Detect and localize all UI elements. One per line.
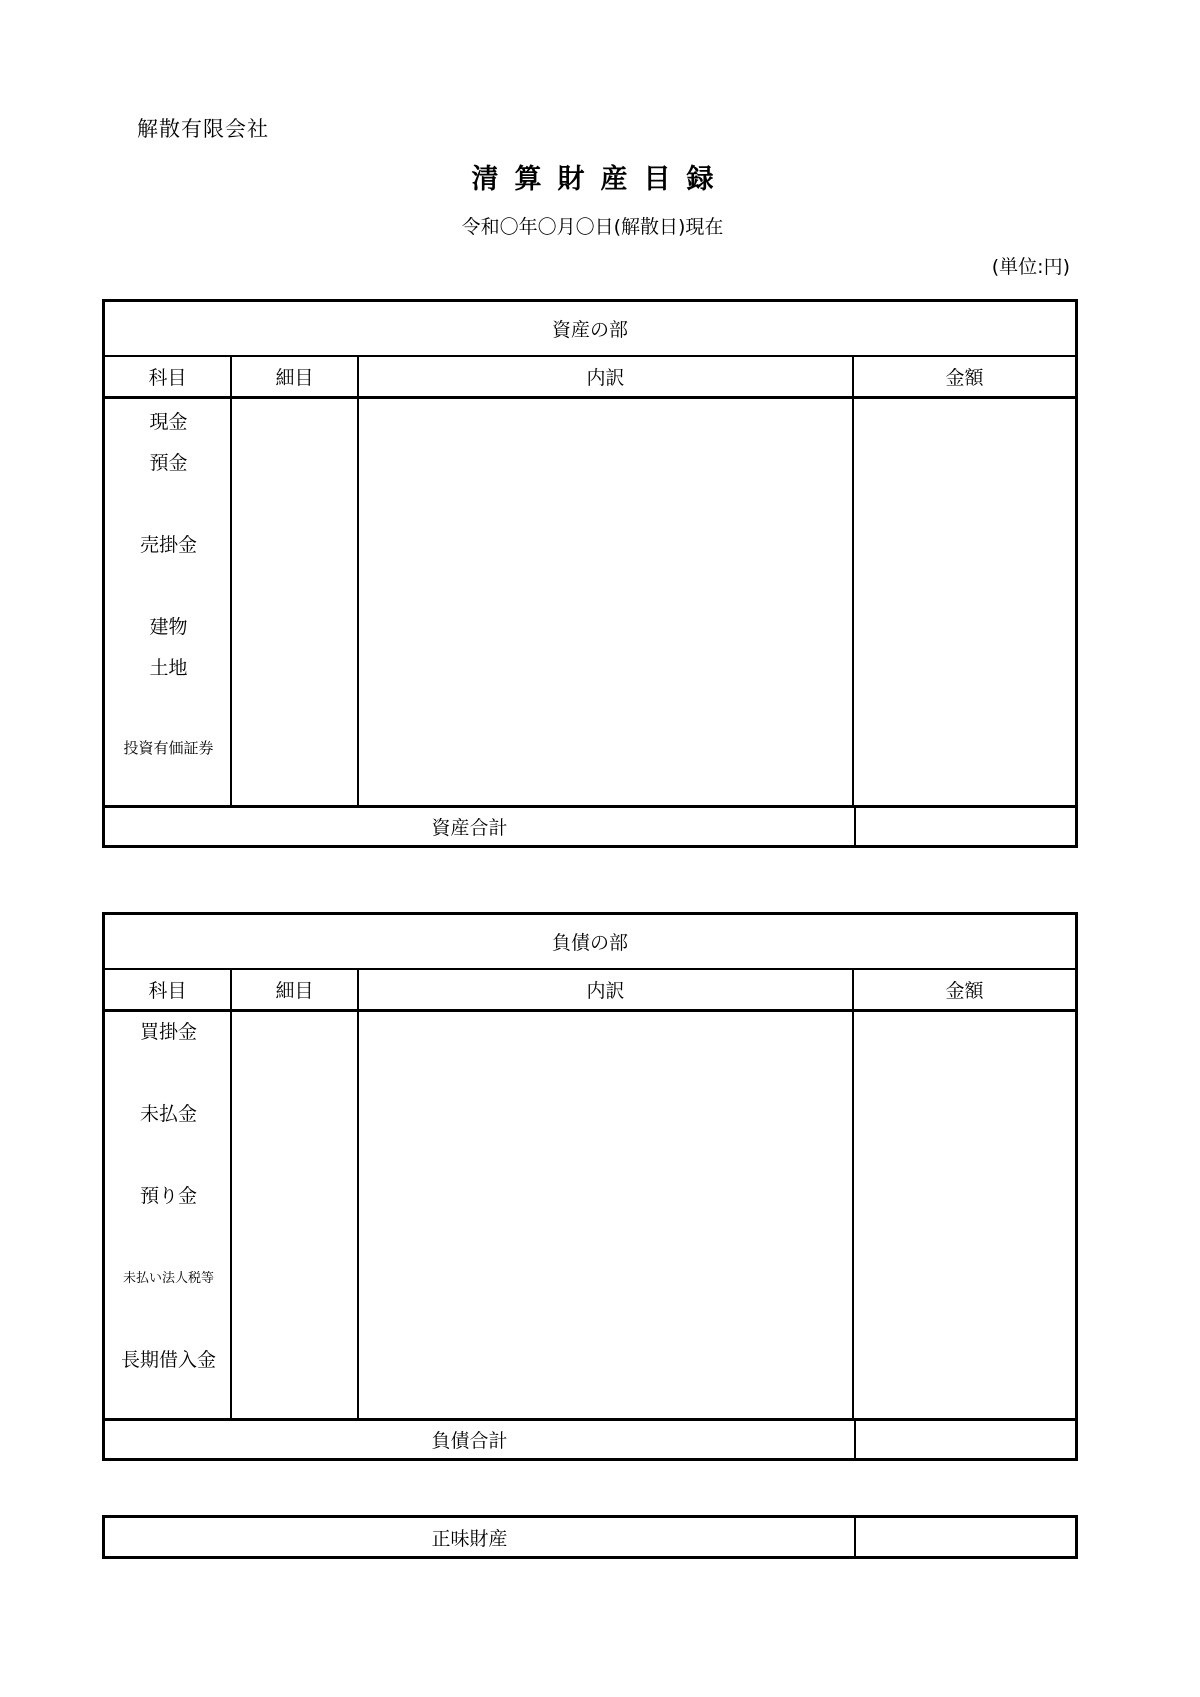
asset-subject: 売掛金 bbox=[139, 534, 197, 556]
assets-detail-column[interactable] bbox=[232, 399, 359, 805]
liabilities-subject-column bbox=[105, 1012, 232, 1418]
column-breakdown: 内訳 bbox=[359, 357, 854, 396]
asset-subject: 現金 bbox=[149, 411, 188, 433]
liability-subject: 買掛金 bbox=[139, 1021, 197, 1043]
document-title: 清算財産目録 bbox=[471, 164, 730, 195]
liabilities-amount-column[interactable] bbox=[854, 1012, 1075, 1418]
liabilities-body bbox=[105, 1012, 1075, 1421]
assets-subject-column bbox=[105, 399, 232, 805]
column-detail: 細目 bbox=[232, 970, 359, 1009]
asset-subject: 預金 bbox=[149, 452, 188, 474]
liabilities-column-header bbox=[105, 970, 1075, 1012]
assets-total-row bbox=[105, 808, 1075, 845]
as-of-date: 令和〇年〇月〇日(解散日)現在 bbox=[461, 216, 724, 238]
assets-amount-column[interactable] bbox=[854, 399, 1075, 805]
assets-total-amount[interactable] bbox=[856, 808, 1075, 845]
liabilities-total-amount[interactable] bbox=[856, 1421, 1075, 1458]
column-amount: 金額 bbox=[945, 980, 984, 1002]
assets-body bbox=[105, 399, 1075, 808]
asset-subject: 投資有価証券 bbox=[123, 739, 214, 757]
column-subject: 科目 bbox=[105, 357, 232, 396]
assets-column-header bbox=[105, 357, 1075, 399]
column-subject: 科目 bbox=[105, 970, 232, 1009]
assets-total-label: 資産合計 bbox=[105, 808, 856, 845]
net-assets-row bbox=[102, 1515, 1078, 1559]
column-amount: 金額 bbox=[945, 367, 984, 389]
liabilities-breakdown-column[interactable] bbox=[359, 1012, 854, 1418]
liabilities-detail-column[interactable] bbox=[232, 1012, 359, 1418]
assets-section-title: 資産の部 bbox=[105, 302, 1075, 357]
liabilities-total-row bbox=[105, 1421, 1075, 1458]
assets-table bbox=[102, 299, 1078, 848]
company-name: 解散有限会社 bbox=[137, 117, 269, 141]
net-assets-amount[interactable] bbox=[856, 1518, 1075, 1556]
asset-subject: 土地 bbox=[149, 657, 188, 679]
liability-subject: 預り金 bbox=[139, 1185, 197, 1207]
liability-subject: 長期借入金 bbox=[120, 1349, 216, 1371]
assets-breakdown-column[interactable] bbox=[359, 399, 854, 805]
liabilities-total-label: 負債合計 bbox=[105, 1421, 856, 1458]
net-assets-label: 正味財産 bbox=[105, 1518, 856, 1556]
column-breakdown: 内訳 bbox=[359, 970, 854, 1009]
liability-subject: 未払い法人税等 bbox=[122, 1271, 214, 1286]
liabilities-section-title: 負債の部 bbox=[105, 915, 1075, 970]
asset-subject: 建物 bbox=[149, 616, 188, 638]
liability-subject: 未払金 bbox=[139, 1103, 197, 1125]
liabilities-table bbox=[102, 912, 1078, 1461]
column-detail: 細目 bbox=[232, 357, 359, 396]
unit-label: (単位:円) bbox=[991, 256, 1070, 278]
